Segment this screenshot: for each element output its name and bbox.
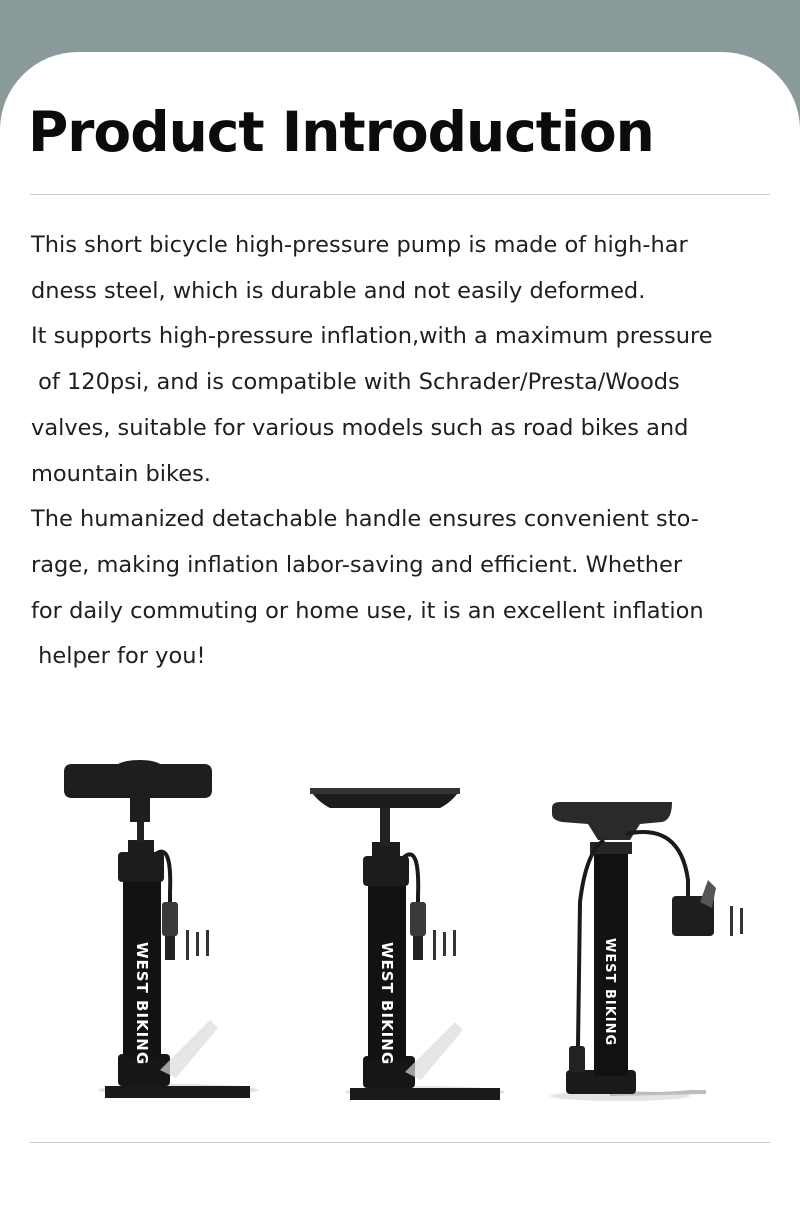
description-line: The humanized detachable handle ensures convenient sto-	[31, 506, 699, 533]
pump-flat-handle	[310, 788, 505, 1100]
description-line: helper for you!	[31, 643, 206, 670]
page-title: Product Introduction	[28, 100, 654, 164]
description-line: It supports high-pressure inflation,with a maximum pressure	[31, 323, 713, 350]
pump-brand-label: WEST BIKING	[378, 942, 396, 1066]
pump-brand-label: WEST BIKING	[133, 942, 151, 1066]
description-line: rage, making inflation labor-saving and efficient. Whether	[31, 551, 683, 578]
divider-top	[30, 194, 770, 195]
pump-illustrations	[0, 702, 800, 1122]
description-line: dness steel, which is durable and not easily deformed.	[31, 277, 646, 304]
product-description	[31, 223, 776, 680]
description-line: valves, suitable for various models such as road bikes and	[31, 414, 689, 441]
description-line: for daily commuting or home use, it is an excellent inflation	[31, 597, 704, 624]
pump-t-handle	[64, 760, 258, 1098]
description-line: This short bicycle high-pressure pump is made of high-har	[31, 232, 688, 258]
divider-bottom	[30, 1142, 770, 1143]
content-card	[0, 52, 800, 1223]
pump-brand-label: WEST BIKING	[602, 938, 617, 1047]
pump-slim-with-hose	[550, 802, 743, 1101]
description-line: of 120psi, and is compatible with Schrader/Presta/Woods	[31, 369, 680, 396]
description-line: mountain bikes.	[31, 460, 211, 487]
